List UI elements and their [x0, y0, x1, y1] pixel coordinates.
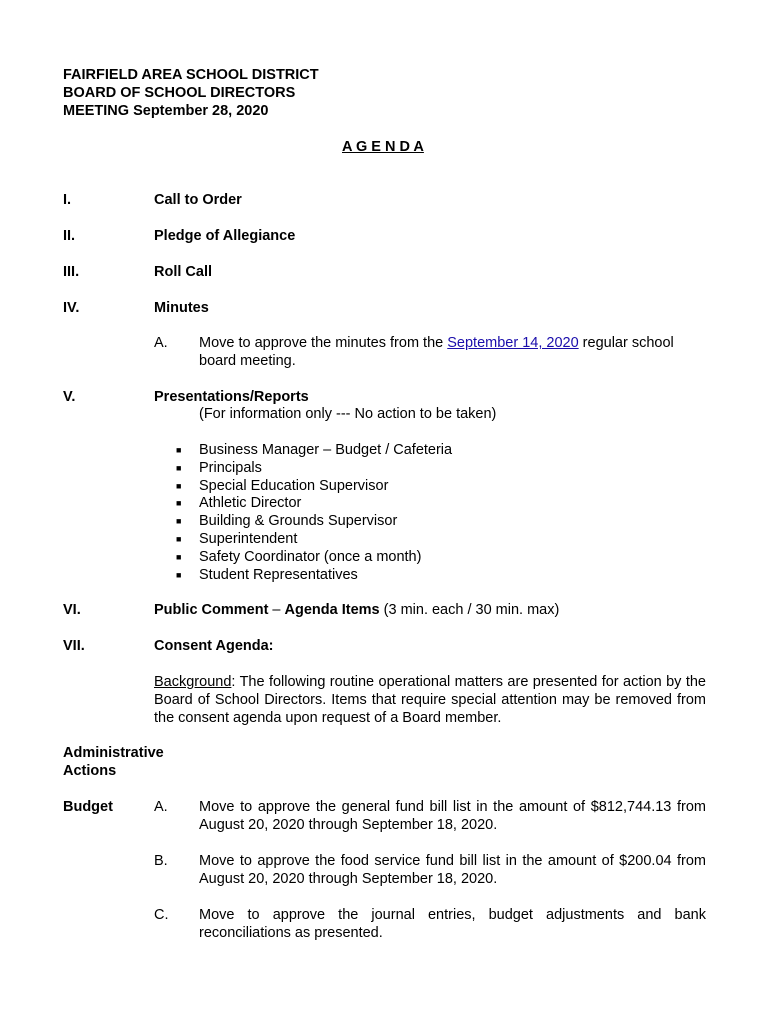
- bullet-marker: ■: [176, 534, 182, 544]
- item-v-title: Presentations/Reports: [154, 389, 309, 405]
- budget-item-letter: B.: [154, 853, 168, 869]
- meeting-date: MEETING September 28, 2020: [63, 103, 269, 119]
- bullet-marker: ■: [176, 552, 182, 562]
- budget-item-text: Move to approve the general fund bill list in the amount of $812,744.13 from August 20, 2020 through September 18, 2020.: [199, 799, 706, 833]
- report-list-item: Business Manager – Budget / Cafeteria: [199, 442, 453, 458]
- bullet-marker: ■: [176, 463, 182, 473]
- item-i-numeral: I.: [63, 192, 72, 208]
- agenda-title: A G E N D A: [342, 139, 424, 155]
- budget-item-text: Move to approve the journal entries, budget adjustments and bank reconciliations as presented.: [199, 907, 706, 941]
- item-v-numeral: V.: [63, 389, 76, 405]
- report-list-item: Special Education Supervisor: [199, 478, 389, 494]
- minutes-motion-line2: board meeting.: [199, 353, 296, 369]
- budget-item-letter: C.: [154, 907, 169, 923]
- bullet-marker: ■: [176, 570, 182, 580]
- admin-heading-line1: Administrative: [63, 745, 164, 761]
- minutes-motion-line1: Move to approve the minutes from the September 14, 2020 regular school: [199, 335, 674, 351]
- budget-item-text: Move to approve the food service fund bill list in the amount of $200.04 from August 20, 2020 through September 18, 2020.: [199, 853, 706, 887]
- reports-note: (For information only --- No action to be taken): [199, 406, 497, 422]
- budget-item-letter: A.: [154, 799, 168, 815]
- admin-heading-line2: Actions: [63, 763, 117, 779]
- item-iv-numeral: IV.: [63, 300, 80, 316]
- minutes-link[interactable]: September 14, 2020: [447, 335, 579, 351]
- item-vii-numeral: VII.: [63, 638, 85, 654]
- report-list-item: Safety Coordinator (once a month): [199, 549, 422, 565]
- item-iii-numeral: III.: [63, 264, 80, 280]
- district-name: FAIRFIELD AREA SCHOOL DISTRICT: [63, 67, 319, 83]
- item-vii-title: Consent Agenda:: [154, 638, 274, 654]
- item-ii-numeral: II.: [63, 228, 76, 244]
- item-iii-title: Roll Call: [154, 264, 213, 280]
- item-vi-title: Public Comment – Agenda Items (3 min. each / 30 min. max): [154, 602, 560, 618]
- board-name: BOARD OF SCHOOL DIRECTORS: [63, 85, 296, 101]
- bullet-marker: ■: [176, 498, 182, 508]
- report-list-item: Student Representatives: [199, 567, 358, 583]
- report-list-item: Building & Grounds Supervisor: [199, 513, 398, 529]
- bullet-marker: ■: [176, 481, 182, 491]
- item-ii-title: Pledge of Allegiance: [154, 228, 296, 244]
- item-vi-numeral: VI.: [63, 602, 81, 618]
- consent-background: Background: The following routine operational matters are presented for action by the Board of School Directors. Items that require special attention may be removed from the consent agenda upon request of a Board member.: [154, 674, 706, 726]
- bullet-marker: ■: [176, 445, 182, 455]
- minutes-motion-letter: A.: [154, 335, 168, 351]
- bullet-marker: ■: [176, 516, 182, 526]
- item-iv-title: Minutes: [154, 300, 209, 316]
- budget-label: Budget: [63, 799, 113, 815]
- report-list-item: Superintendent: [199, 531, 298, 547]
- item-i-title: Call to Order: [154, 192, 242, 208]
- report-list-item: Athletic Director: [199, 495, 302, 511]
- report-list-item: Principals: [199, 460, 262, 476]
